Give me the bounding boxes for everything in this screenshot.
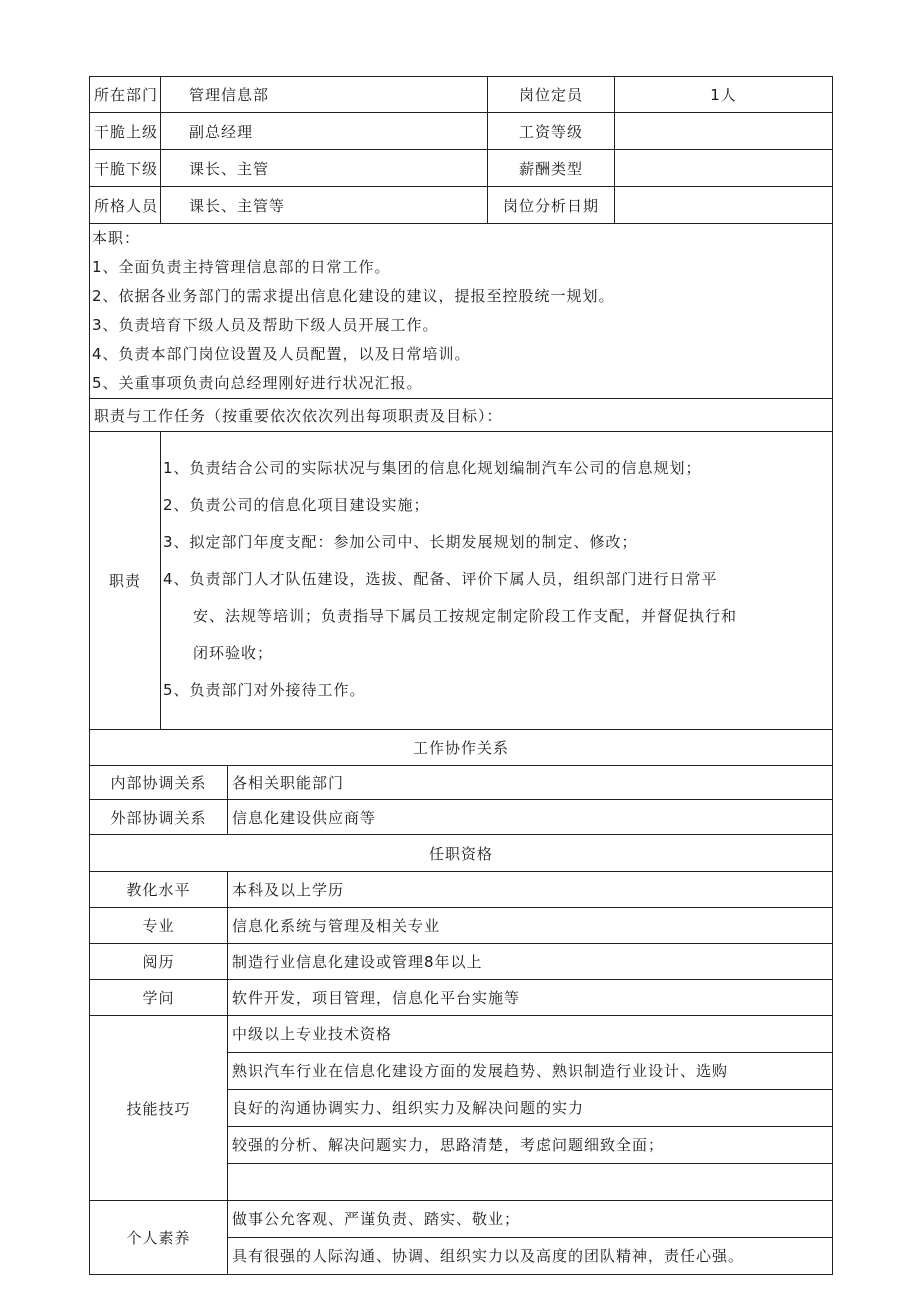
qualification-row: [90, 944, 833, 980]
skill-item: 较强的分析、解决问题实力，思路清楚，考虑问题细致全面；: [228, 1127, 832, 1164]
skills-list: [228, 1016, 833, 1201]
field-label: 所格人员: [90, 187, 161, 224]
cooperation-heading: 工作协作关系: [90, 730, 833, 766]
field-label: 薪酬类型: [488, 150, 615, 187]
skill-item: 中级以上专业技术资格: [228, 1016, 832, 1053]
duty-continuation: 闭环验收；: [193, 644, 274, 662]
external-coordination-label: 外部协调关系: [90, 800, 228, 835]
field-label: 所在部门: [90, 77, 161, 113]
duty-item: 5、负责部门对外接待工作。: [163, 681, 366, 699]
qualification-label: 教化水平: [90, 872, 228, 908]
qualification-value: 信息化系统与管理及相关专业: [228, 908, 833, 944]
header-row: [90, 150, 833, 187]
field-label: 岗位定员: [488, 77, 615, 113]
skill-item: 良好的沟通协调实力、组织实力及解决问题的实力: [228, 1090, 832, 1127]
mission-item: 5、关重事项负责向总经理刚好进行状况汇报。: [92, 374, 423, 392]
duty-item-continued: [161, 635, 832, 672]
internal-coordination-value: 各相关职能部门: [228, 766, 833, 800]
qualification-row: [90, 872, 833, 908]
field-label: 工资等级: [488, 113, 615, 150]
duty-item: 3、拟定部门年度支配：参加公司中、长期发展规划的制定、修改；: [163, 533, 638, 551]
qualification-label: 学问: [90, 980, 228, 1016]
qualification-value: 软件开发，项目管理，信息化平台实施等: [228, 980, 833, 1016]
header-row: [90, 187, 833, 224]
header-row: [90, 113, 833, 150]
personal-list: [228, 1201, 833, 1275]
header-row: [90, 77, 833, 113]
duties-label: 职责: [90, 432, 161, 730]
qualification-row: [90, 980, 833, 1016]
personal-item: 具有很强的人际沟通、协调、组织实力以及高度的团队精神，责任心强。: [232, 1247, 745, 1265]
qualifications-heading-row: [90, 835, 833, 872]
field-value: 1人: [615, 77, 833, 113]
mission-item: 2、依据各业务部门的需求提出信息化建设的建议，提报至控股统一规划。: [92, 287, 615, 305]
cooperation-heading-row: [90, 730, 833, 766]
qualifications-heading: 任职资格: [90, 835, 833, 872]
duty-item: 4、负责部门人才队伍建设，选拔、配备、评价下属人员，组织部门进行日常平: [163, 570, 718, 588]
field-value: [615, 187, 833, 224]
duties-list: [161, 432, 833, 730]
job-description-sheet: [89, 76, 832, 1275]
skill-item: 熟识汽车行业在信息化建设方面的发展趋势、熟识制造行业设计、选购: [228, 1053, 832, 1090]
qualification-value: 制造行业信息化建设或管理8年以上: [228, 944, 833, 980]
personal-label: 个人素养: [90, 1201, 228, 1275]
field-label: 干脆上级: [90, 113, 161, 150]
qualification-value: 本科及以上学历: [228, 872, 833, 908]
duties-row: [90, 432, 833, 730]
field-value: 课长、主管: [161, 150, 488, 187]
internal-coordination-label: 内部协调关系: [90, 766, 228, 800]
job-description-table: [89, 76, 833, 1275]
field-value: [615, 113, 833, 150]
mission-item: 3、负责培育下级人员及帮助下级人员开展工作。: [92, 316, 439, 334]
duty-item: 1、负责结合公司的实际状况与集团的信息化规划编制汽车公司的信息规划；: [163, 459, 702, 477]
field-label: 岗位分析日期: [488, 187, 615, 224]
mission-item: 4、负责本部门岗位设置及人员配置，以及日常培训。: [92, 345, 471, 363]
skill-item-empty: [228, 1164, 832, 1200]
field-value: 管理信息部: [161, 77, 488, 113]
personal-item: 做事公允客观、严谨负责、踏实、敬业；: [228, 1201, 832, 1238]
mission-title: 本职：: [92, 229, 141, 247]
mission-row: [90, 224, 833, 399]
duties-heading-row: [90, 399, 833, 432]
field-value: 副总经理: [161, 113, 488, 150]
skills-row: [90, 1016, 833, 1201]
external-coordination-value: 信息化建设供应商等: [228, 800, 833, 835]
field-label: 干脆下级: [90, 150, 161, 187]
field-value: 课长、主管等: [161, 187, 488, 224]
skills-label: 技能技巧: [90, 1016, 228, 1201]
duties-heading: 职责与工作任务（按重要依次依次列出每项职责及目标）：: [90, 399, 833, 432]
personal-row: [90, 1201, 833, 1275]
duty-item: 2、负责公司的信息化项目建设实施；: [163, 496, 430, 514]
qualification-label: 专业: [90, 908, 228, 944]
duty-item-continued: [161, 598, 832, 635]
mission-block: [90, 224, 833, 399]
mission-item: 1、全面负责主持管理信息部的日常工作。: [92, 258, 391, 276]
duty-continuation: 安、法规等培训；负责指导下属员工按规定制定阶段工作支配，并督促执行和: [193, 607, 738, 625]
cooperation-row: [90, 766, 833, 800]
qualification-row: [90, 908, 833, 944]
field-value: [615, 150, 833, 187]
cooperation-row: [90, 800, 833, 835]
qualification-label: 阅历: [90, 944, 228, 980]
